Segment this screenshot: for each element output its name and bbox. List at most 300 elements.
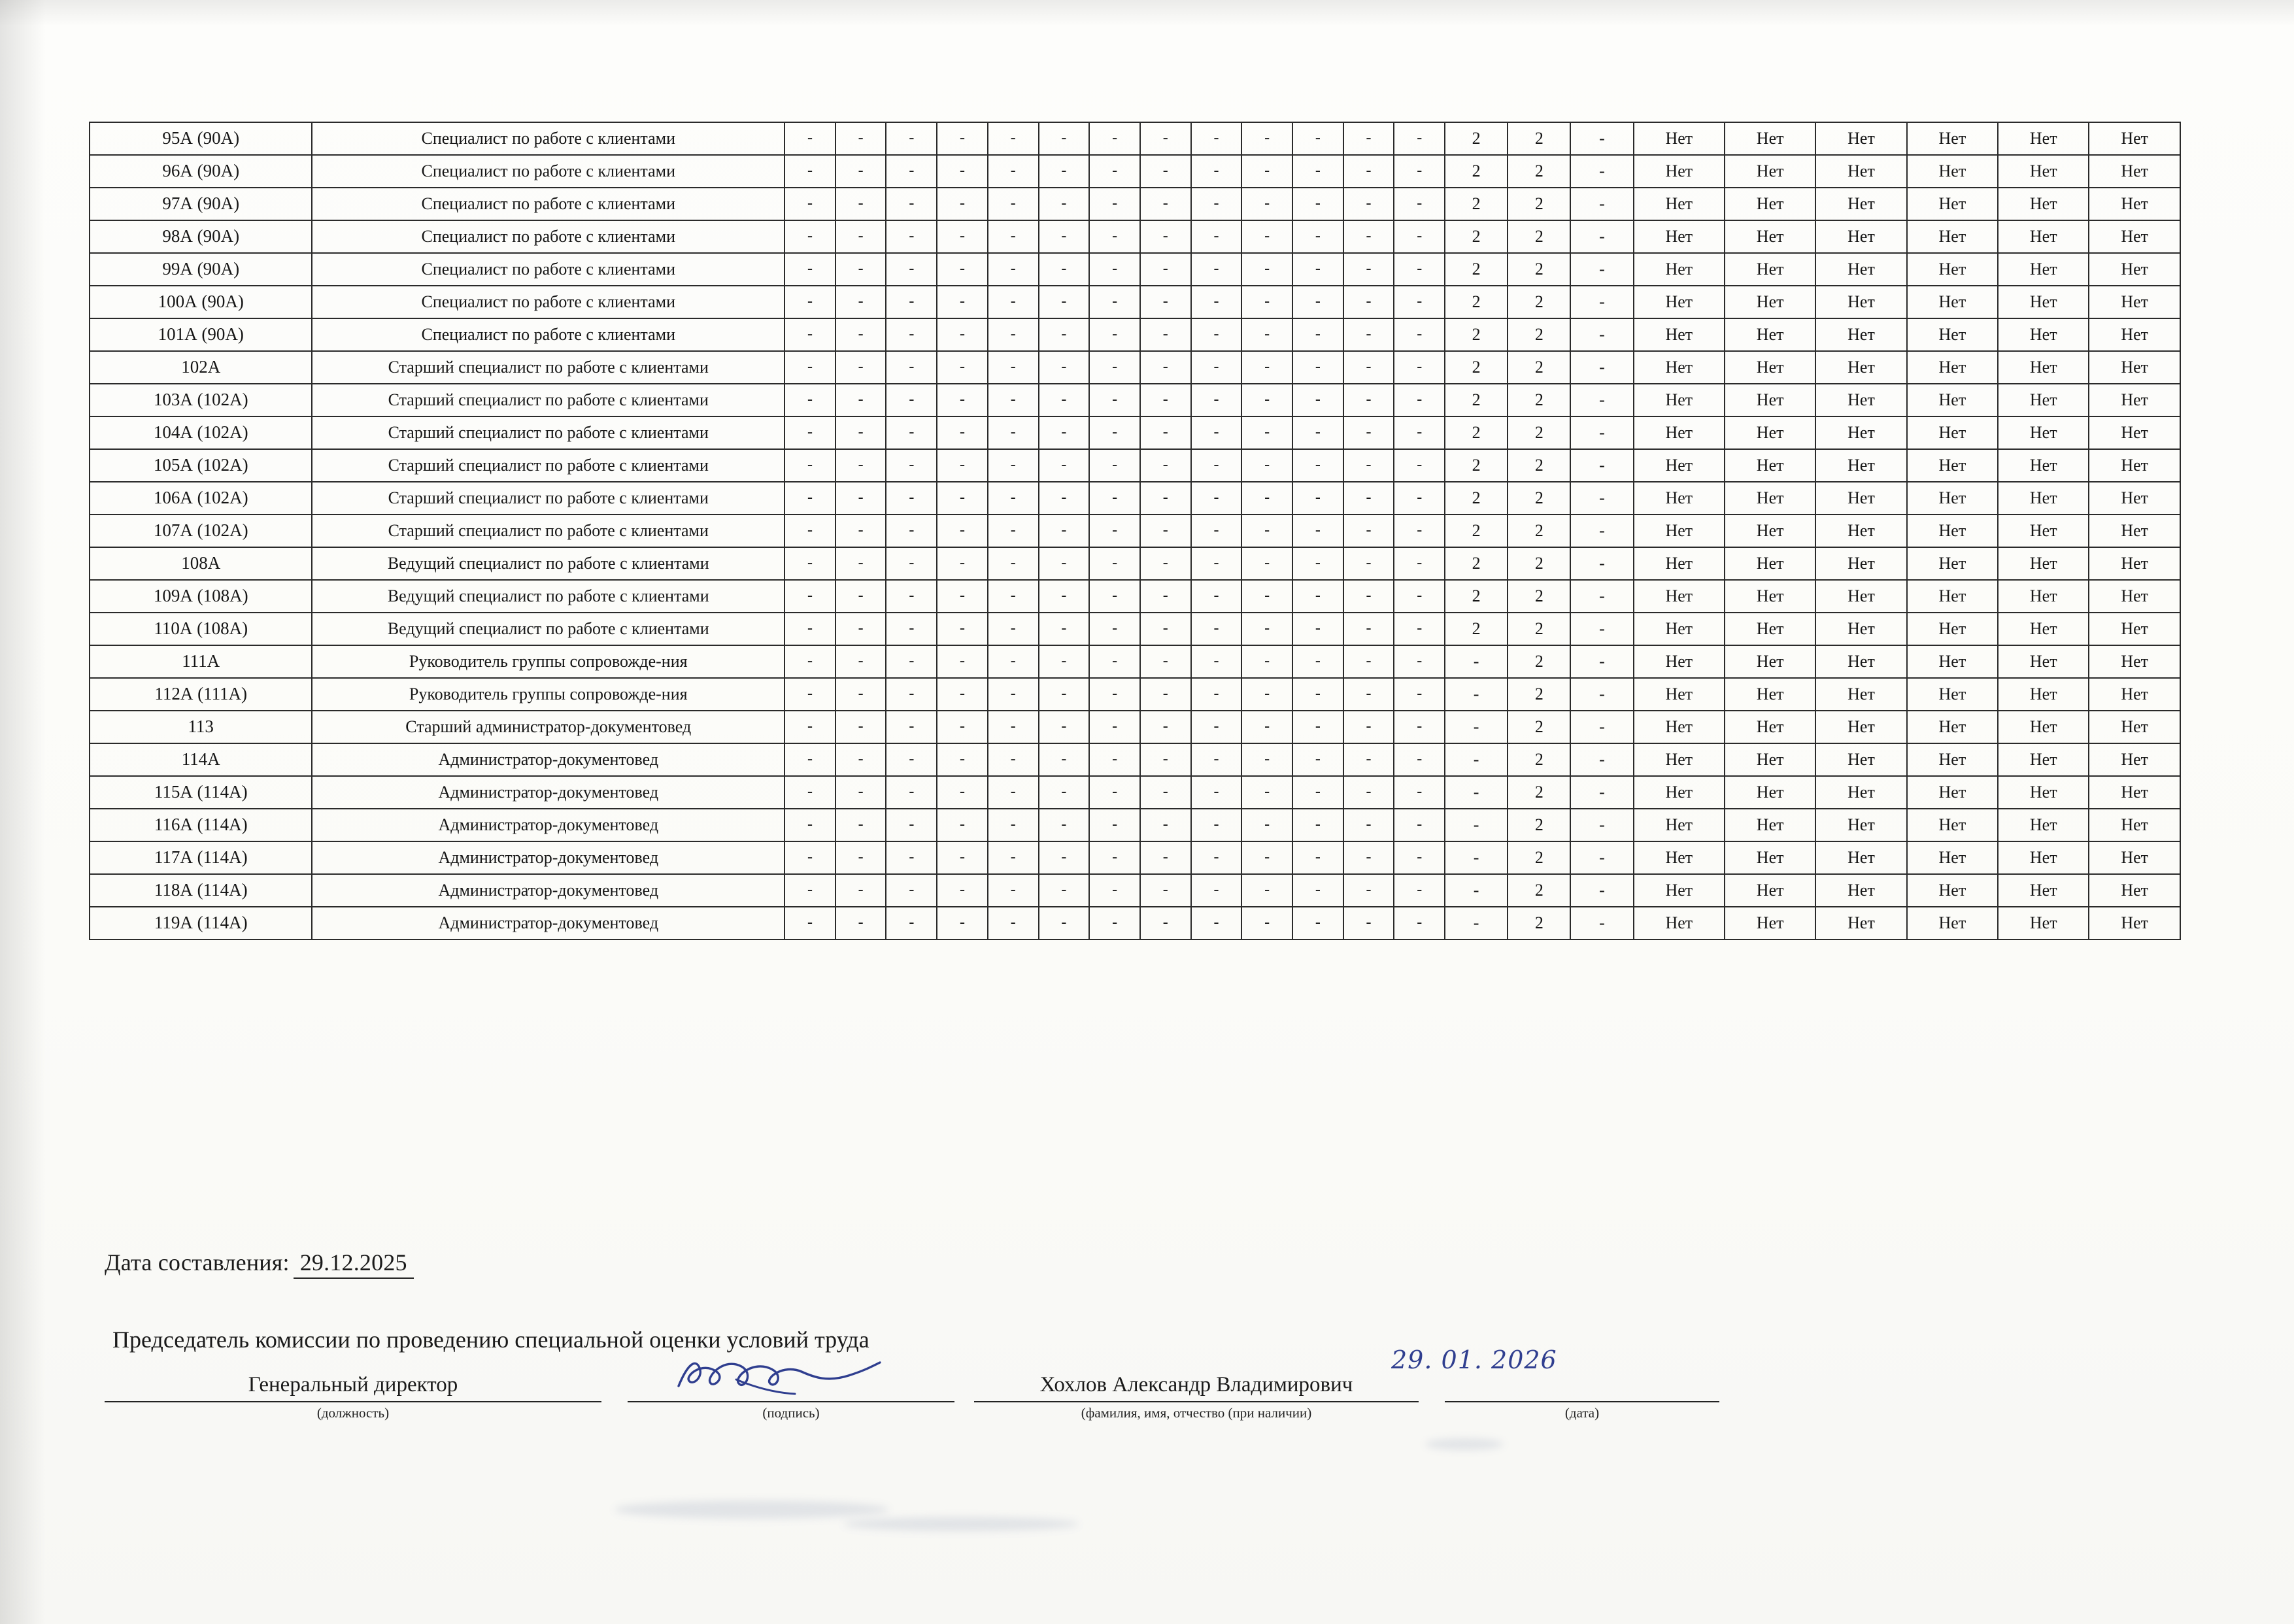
row-factor-cell: -	[1292, 253, 1343, 286]
row-factor-cell: -	[1039, 580, 1090, 613]
row-guarantee-cell: Нет	[1815, 155, 1906, 188]
row-factor-cell: -	[1292, 286, 1343, 318]
row-guarantee-cell: Нет	[1634, 482, 1725, 515]
compilation-date-label: Дата составления:	[105, 1249, 290, 1276]
row-factor-cell: -	[1039, 253, 1090, 286]
row-guarantee-cell: Нет	[1725, 155, 1815, 188]
row-guarantee-cell: Нет	[1725, 613, 1815, 645]
row-result-class-cell: -	[1445, 743, 1508, 776]
row-factor-cell: -	[1039, 515, 1090, 547]
sign-date-slot	[1445, 1373, 1719, 1421]
fio-value: Хохлов Александр Владимирович	[1039, 1373, 1353, 1396]
row-guarantee-cell: Нет	[2089, 220, 2180, 253]
row-factor-cell: -	[1039, 482, 1090, 515]
row-factor-cell: -	[937, 253, 988, 286]
row-guarantee-cell: Нет	[1634, 122, 1725, 155]
row-guarantee-cell: Нет	[1907, 286, 1998, 318]
row-guarantee-cell: Нет	[1907, 155, 1998, 188]
row-final-class-cell: 2	[1508, 776, 1570, 809]
row-factor-cell: -	[1292, 155, 1343, 188]
row-result-class-cell: 2	[1445, 351, 1508, 384]
row-guarantee-cell: Нет	[1907, 711, 1998, 743]
row-factor-cell: -	[784, 743, 835, 776]
row-guarantee-cell: Нет	[1634, 253, 1725, 286]
row-result-class-cell: -	[1445, 645, 1508, 678]
row-guarantee-cell: Нет	[2089, 711, 2180, 743]
row-number-cell: 119А (114А)	[90, 907, 312, 939]
row-factor-cell: -	[1394, 613, 1445, 645]
row-factor-cell: -	[1039, 645, 1090, 678]
row-factor-cell: -	[1089, 547, 1140, 580]
row-result-class-cell: 2	[1445, 515, 1508, 547]
chairman-title: Председатель комиссии по проведению специальной оценки условий труда	[112, 1327, 869, 1353]
row-extra-cell: -	[1570, 318, 1633, 351]
row-number-cell: 110А (108А)	[90, 613, 312, 645]
row-final-class-cell: 2	[1508, 678, 1570, 711]
row-factor-cell: -	[1089, 482, 1140, 515]
row-factor-cell: -	[886, 253, 937, 286]
row-factor-cell: -	[1292, 547, 1343, 580]
row-factor-cell: -	[1039, 449, 1090, 482]
row-factor-cell: -	[988, 286, 1039, 318]
row-factor-cell: -	[1039, 776, 1090, 809]
row-guarantee-cell: Нет	[1815, 743, 1906, 776]
row-guarantee-cell: Нет	[1634, 188, 1725, 220]
row-factor-cell: -	[988, 122, 1039, 155]
row-factor-cell: -	[886, 449, 937, 482]
table-row	[90, 711, 2180, 743]
row-factor-cell: -	[937, 547, 988, 580]
row-factor-cell: -	[1292, 809, 1343, 841]
row-guarantee-cell: Нет	[1725, 122, 1815, 155]
row-guarantee-cell: Нет	[1634, 711, 1725, 743]
row-factor-cell: -	[1140, 841, 1191, 874]
row-guarantee-cell: Нет	[1815, 711, 1906, 743]
row-factor-cell: -	[1241, 515, 1292, 547]
row-factor-cell: -	[1140, 547, 1191, 580]
row-factor-cell: -	[1191, 613, 1242, 645]
row-factor-cell: -	[886, 220, 937, 253]
row-profession-cell: Старший специалист по работе с клиентами	[312, 449, 784, 482]
row-guarantee-cell: Нет	[1634, 874, 1725, 907]
row-guarantee-cell: Нет	[1815, 122, 1906, 155]
row-guarantee-cell: Нет	[1815, 253, 1906, 286]
row-factor-cell: -	[1241, 776, 1292, 809]
row-guarantee-cell: Нет	[1634, 155, 1725, 188]
row-guarantee-cell: Нет	[1725, 318, 1815, 351]
row-factor-cell: -	[835, 809, 886, 841]
row-factor-cell: -	[1039, 122, 1090, 155]
row-factor-cell: -	[835, 318, 886, 351]
row-factor-cell: -	[1241, 547, 1292, 580]
row-final-class-cell: 2	[1508, 841, 1570, 874]
row-profession-cell: Специалист по работе с клиентами	[312, 253, 784, 286]
row-guarantee-cell: Нет	[1907, 253, 1998, 286]
row-number-cell: 102А	[90, 351, 312, 384]
row-factor-cell: -	[1343, 907, 1394, 939]
row-extra-cell: -	[1570, 613, 1633, 645]
row-factor-cell: -	[1343, 841, 1394, 874]
row-profession-cell: Старший специалист по работе с клиентами	[312, 515, 784, 547]
compilation-date-value: 29.12.2025	[294, 1249, 414, 1279]
row-factor-cell: -	[1089, 220, 1140, 253]
row-factor-cell: -	[886, 907, 937, 939]
row-profession-cell: Администратор-документовед	[312, 874, 784, 907]
row-extra-cell: -	[1570, 776, 1633, 809]
row-factor-cell: -	[1039, 351, 1090, 384]
scan-smudge	[615, 1500, 889, 1519]
row-factor-cell: -	[1039, 841, 1090, 874]
row-factor-cell: -	[886, 711, 937, 743]
row-guarantee-cell: Нет	[1815, 613, 1906, 645]
row-factor-cell: -	[1140, 482, 1191, 515]
table-row	[90, 645, 2180, 678]
row-factor-cell: -	[886, 776, 937, 809]
row-factor-cell: -	[937, 351, 988, 384]
row-factor-cell: -	[1191, 711, 1242, 743]
row-guarantee-cell: Нет	[1725, 384, 1815, 416]
row-factor-cell: -	[1140, 384, 1191, 416]
row-guarantee-cell: Нет	[1725, 907, 1815, 939]
row-final-class-cell: 2	[1508, 220, 1570, 253]
row-guarantee-cell: Нет	[1634, 220, 1725, 253]
row-profession-cell: Специалист по работе с клиентами	[312, 188, 784, 220]
row-factor-cell: -	[1292, 711, 1343, 743]
row-guarantee-cell: Нет	[2089, 776, 2180, 809]
row-profession-cell: Старший специалист по работе с клиентами	[312, 416, 784, 449]
row-factor-cell: -	[1241, 220, 1292, 253]
row-guarantee-cell: Нет	[1907, 449, 1998, 482]
sign-date-value	[1445, 1373, 1719, 1400]
signature-caption: (подпись)	[762, 1405, 820, 1421]
row-guarantee-cell: Нет	[1725, 449, 1815, 482]
row-factor-cell: -	[988, 678, 1039, 711]
row-factor-cell: -	[1241, 482, 1292, 515]
row-extra-cell: -	[1570, 122, 1633, 155]
row-guarantee-cell: Нет	[1725, 645, 1815, 678]
row-factor-cell: -	[1140, 318, 1191, 351]
row-factor-cell: -	[1241, 253, 1292, 286]
row-number-cell: 117А (114А)	[90, 841, 312, 874]
row-factor-cell: -	[1292, 449, 1343, 482]
row-factor-cell: -	[1394, 220, 1445, 253]
row-factor-cell: -	[886, 580, 937, 613]
row-result-class-cell: -	[1445, 841, 1508, 874]
row-factor-cell: -	[1089, 351, 1140, 384]
row-factor-cell: -	[835, 220, 886, 253]
row-guarantee-cell: Нет	[1907, 907, 1998, 939]
row-guarantee-cell: Нет	[1725, 580, 1815, 613]
row-guarantee-cell: Нет	[1907, 318, 1998, 351]
row-guarantee-cell: Нет	[1998, 678, 2089, 711]
row-factor-cell: -	[937, 482, 988, 515]
row-factor-cell: -	[1343, 318, 1394, 351]
row-factor-cell: -	[1191, 286, 1242, 318]
row-factor-cell: -	[835, 645, 886, 678]
row-factor-cell: -	[1140, 286, 1191, 318]
row-factor-cell: -	[1394, 711, 1445, 743]
row-number-cell: 115А (114А)	[90, 776, 312, 809]
row-factor-cell: -	[937, 286, 988, 318]
row-extra-cell: -	[1570, 645, 1633, 678]
row-profession-cell: Руководитель группы сопровожде-ния	[312, 678, 784, 711]
row-factor-cell: -	[988, 318, 1039, 351]
row-factor-cell: -	[1241, 907, 1292, 939]
row-factor-cell: -	[784, 809, 835, 841]
row-number-cell: 108А	[90, 547, 312, 580]
row-guarantee-cell: Нет	[2089, 809, 2180, 841]
row-factor-cell: -	[1191, 416, 1242, 449]
row-guarantee-cell: Нет	[1998, 809, 2089, 841]
row-guarantee-cell: Нет	[2089, 122, 2180, 155]
row-factor-cell: -	[835, 351, 886, 384]
row-guarantee-cell: Нет	[1815, 645, 1906, 678]
row-factor-cell: -	[1394, 318, 1445, 351]
row-factor-cell: -	[835, 449, 886, 482]
row-factor-cell: -	[1089, 122, 1140, 155]
row-guarantee-cell: Нет	[1815, 449, 1906, 482]
row-factor-cell: -	[988, 743, 1039, 776]
row-factor-cell: -	[886, 515, 937, 547]
row-factor-cell: -	[1394, 874, 1445, 907]
row-extra-cell: -	[1570, 155, 1633, 188]
row-guarantee-cell: Нет	[1998, 645, 2089, 678]
row-factor-cell: -	[988, 776, 1039, 809]
row-factor-cell: -	[1089, 743, 1140, 776]
row-factor-cell: -	[1394, 580, 1445, 613]
row-extra-cell: -	[1570, 351, 1633, 384]
row-guarantee-cell: Нет	[1725, 547, 1815, 580]
row-guarantee-cell: Нет	[1907, 188, 1998, 220]
row-extra-cell: -	[1570, 416, 1633, 449]
row-factor-cell: -	[1343, 253, 1394, 286]
row-guarantee-cell: Нет	[1634, 841, 1725, 874]
row-profession-cell: Руководитель группы сопровожде-ния	[312, 645, 784, 678]
row-factor-cell: -	[1343, 351, 1394, 384]
row-final-class-cell: 2	[1508, 711, 1570, 743]
row-factor-cell: -	[784, 515, 835, 547]
table-row	[90, 155, 2180, 188]
row-guarantee-cell: Нет	[1634, 416, 1725, 449]
row-factor-cell: -	[1191, 449, 1242, 482]
table-row	[90, 188, 2180, 220]
row-factor-cell: -	[937, 613, 988, 645]
position-caption: (должность)	[316, 1405, 390, 1421]
table-row	[90, 678, 2180, 711]
row-factor-cell: -	[1140, 155, 1191, 188]
row-result-class-cell: -	[1445, 711, 1508, 743]
row-guarantee-cell: Нет	[1998, 580, 2089, 613]
row-factor-cell: -	[835, 907, 886, 939]
row-factor-cell: -	[1292, 874, 1343, 907]
row-factor-cell: -	[1394, 678, 1445, 711]
row-factor-cell: -	[937, 809, 988, 841]
row-factor-cell: -	[1394, 547, 1445, 580]
row-factor-cell: -	[1292, 743, 1343, 776]
row-factor-cell: -	[1039, 874, 1090, 907]
row-factor-cell: -	[1343, 188, 1394, 220]
row-guarantee-cell: Нет	[1634, 384, 1725, 416]
table-row	[90, 253, 2180, 286]
row-number-cell: 99А (90А)	[90, 253, 312, 286]
row-factor-cell: -	[988, 841, 1039, 874]
row-factor-cell: -	[1039, 416, 1090, 449]
compilation-date-line	[105, 1249, 414, 1279]
row-guarantee-cell: Нет	[1634, 580, 1725, 613]
row-factor-cell: -	[1241, 841, 1292, 874]
row-factor-cell: -	[988, 874, 1039, 907]
row-guarantee-cell: Нет	[1634, 351, 1725, 384]
row-factor-cell: -	[784, 286, 835, 318]
table-row	[90, 318, 2180, 351]
row-guarantee-cell: Нет	[2089, 547, 2180, 580]
row-factor-cell: -	[886, 155, 937, 188]
row-final-class-cell: 2	[1508, 384, 1570, 416]
row-factor-cell: -	[886, 286, 937, 318]
row-factor-cell: -	[1039, 547, 1090, 580]
row-guarantee-cell: Нет	[1815, 907, 1906, 939]
row-factor-cell: -	[1140, 678, 1191, 711]
row-factor-cell: -	[1292, 776, 1343, 809]
row-guarantee-cell: Нет	[1998, 416, 2089, 449]
row-factor-cell: -	[1292, 482, 1343, 515]
row-guarantee-cell: Нет	[1725, 874, 1815, 907]
row-factor-cell: -	[937, 318, 988, 351]
row-factor-cell: -	[835, 155, 886, 188]
row-guarantee-cell: Нет	[1634, 318, 1725, 351]
row-final-class-cell: 2	[1508, 155, 1570, 188]
row-extra-cell: -	[1570, 678, 1633, 711]
row-guarantee-cell: Нет	[1907, 743, 1998, 776]
scan-smudge-3	[1425, 1438, 1504, 1450]
row-factor-cell: -	[784, 482, 835, 515]
row-factor-cell: -	[1241, 188, 1292, 220]
row-factor-cell: -	[886, 743, 937, 776]
row-factor-cell: -	[1343, 678, 1394, 711]
row-factor-cell: -	[1191, 678, 1242, 711]
row-profession-cell: Ведущий специалист по работе с клиентами	[312, 547, 784, 580]
row-factor-cell: -	[1343, 613, 1394, 645]
row-extra-cell: -	[1570, 253, 1633, 286]
row-factor-cell: -	[1140, 515, 1191, 547]
row-factor-cell: -	[835, 188, 886, 220]
sout-results-table	[89, 122, 2181, 940]
row-factor-cell: -	[1191, 580, 1242, 613]
row-guarantee-cell: Нет	[2089, 449, 2180, 482]
table-row	[90, 874, 2180, 907]
row-factor-cell: -	[988, 580, 1039, 613]
row-guarantee-cell: Нет	[1815, 351, 1906, 384]
row-factor-cell: -	[1089, 384, 1140, 416]
row-factor-cell: -	[784, 907, 835, 939]
row-factor-cell: -	[1394, 155, 1445, 188]
row-factor-cell: -	[1089, 580, 1140, 613]
row-factor-cell: -	[1343, 711, 1394, 743]
row-profession-cell: Специалист по работе с клиентами	[312, 318, 784, 351]
row-factor-cell: -	[1394, 253, 1445, 286]
row-extra-cell: -	[1570, 188, 1633, 220]
row-factor-cell: -	[937, 907, 988, 939]
row-factor-cell: -	[1140, 416, 1191, 449]
row-extra-cell: -	[1570, 515, 1633, 547]
row-factor-cell: -	[937, 188, 988, 220]
row-factor-cell: -	[1343, 547, 1394, 580]
row-profession-cell: Ведущий специалист по работе с клиентами	[312, 580, 784, 613]
row-factor-cell: -	[835, 122, 886, 155]
row-guarantee-cell: Нет	[1998, 907, 2089, 939]
table-row	[90, 122, 2180, 155]
row-guarantee-cell: Нет	[2089, 253, 2180, 286]
row-guarantee-cell: Нет	[1815, 416, 1906, 449]
row-factor-cell: -	[1191, 874, 1242, 907]
row-factor-cell: -	[937, 122, 988, 155]
row-factor-cell: -	[784, 188, 835, 220]
row-number-cell: 112А (111А)	[90, 678, 312, 711]
row-factor-cell: -	[835, 678, 886, 711]
row-guarantee-cell: Нет	[1907, 874, 1998, 907]
row-result-class-cell: 2	[1445, 613, 1508, 645]
row-final-class-cell: 2	[1508, 645, 1570, 678]
row-factor-cell: -	[1140, 645, 1191, 678]
row-factor-cell: -	[1394, 122, 1445, 155]
row-factor-cell: -	[1089, 449, 1140, 482]
row-factor-cell: -	[1140, 809, 1191, 841]
row-profession-cell: Специалист по работе с клиентами	[312, 155, 784, 188]
row-guarantee-cell: Нет	[1634, 286, 1725, 318]
row-factor-cell: -	[1140, 711, 1191, 743]
row-factor-cell: -	[1241, 351, 1292, 384]
row-guarantee-cell: Нет	[1998, 351, 2089, 384]
row-factor-cell: -	[1343, 155, 1394, 188]
row-factor-cell: -	[1343, 580, 1394, 613]
row-factor-cell: -	[988, 384, 1039, 416]
row-guarantee-cell: Нет	[1634, 907, 1725, 939]
row-factor-cell: -	[937, 384, 988, 416]
row-factor-cell: -	[1292, 678, 1343, 711]
row-guarantee-cell: Нет	[2089, 351, 2180, 384]
row-guarantee-cell: Нет	[2089, 482, 2180, 515]
row-factor-cell: -	[886, 645, 937, 678]
row-factor-cell: -	[988, 809, 1039, 841]
row-final-class-cell: 2	[1508, 351, 1570, 384]
row-guarantee-cell: Нет	[1907, 515, 1998, 547]
row-factor-cell: -	[1241, 318, 1292, 351]
row-factor-cell: -	[988, 220, 1039, 253]
row-factor-cell: -	[1089, 155, 1140, 188]
row-factor-cell: -	[835, 416, 886, 449]
row-factor-cell: -	[937, 743, 988, 776]
row-factor-cell: -	[988, 188, 1039, 220]
row-profession-cell: Специалист по работе с клиентами	[312, 220, 784, 253]
row-guarantee-cell: Нет	[1907, 809, 1998, 841]
row-factor-cell: -	[1241, 743, 1292, 776]
row-factor-cell: -	[1089, 776, 1140, 809]
row-factor-cell: -	[1089, 318, 1140, 351]
row-guarantee-cell: Нет	[1634, 809, 1725, 841]
row-result-class-cell: 2	[1445, 286, 1508, 318]
table-row	[90, 220, 2180, 253]
table-row	[90, 449, 2180, 482]
row-factor-cell: -	[1140, 449, 1191, 482]
row-factor-cell: -	[1140, 776, 1191, 809]
row-guarantee-cell: Нет	[1998, 318, 2089, 351]
row-factor-cell: -	[784, 449, 835, 482]
row-factor-cell: -	[835, 253, 886, 286]
row-extra-cell: -	[1570, 286, 1633, 318]
row-guarantee-cell: Нет	[1725, 351, 1815, 384]
row-result-class-cell: -	[1445, 678, 1508, 711]
signature-value	[628, 1373, 954, 1400]
